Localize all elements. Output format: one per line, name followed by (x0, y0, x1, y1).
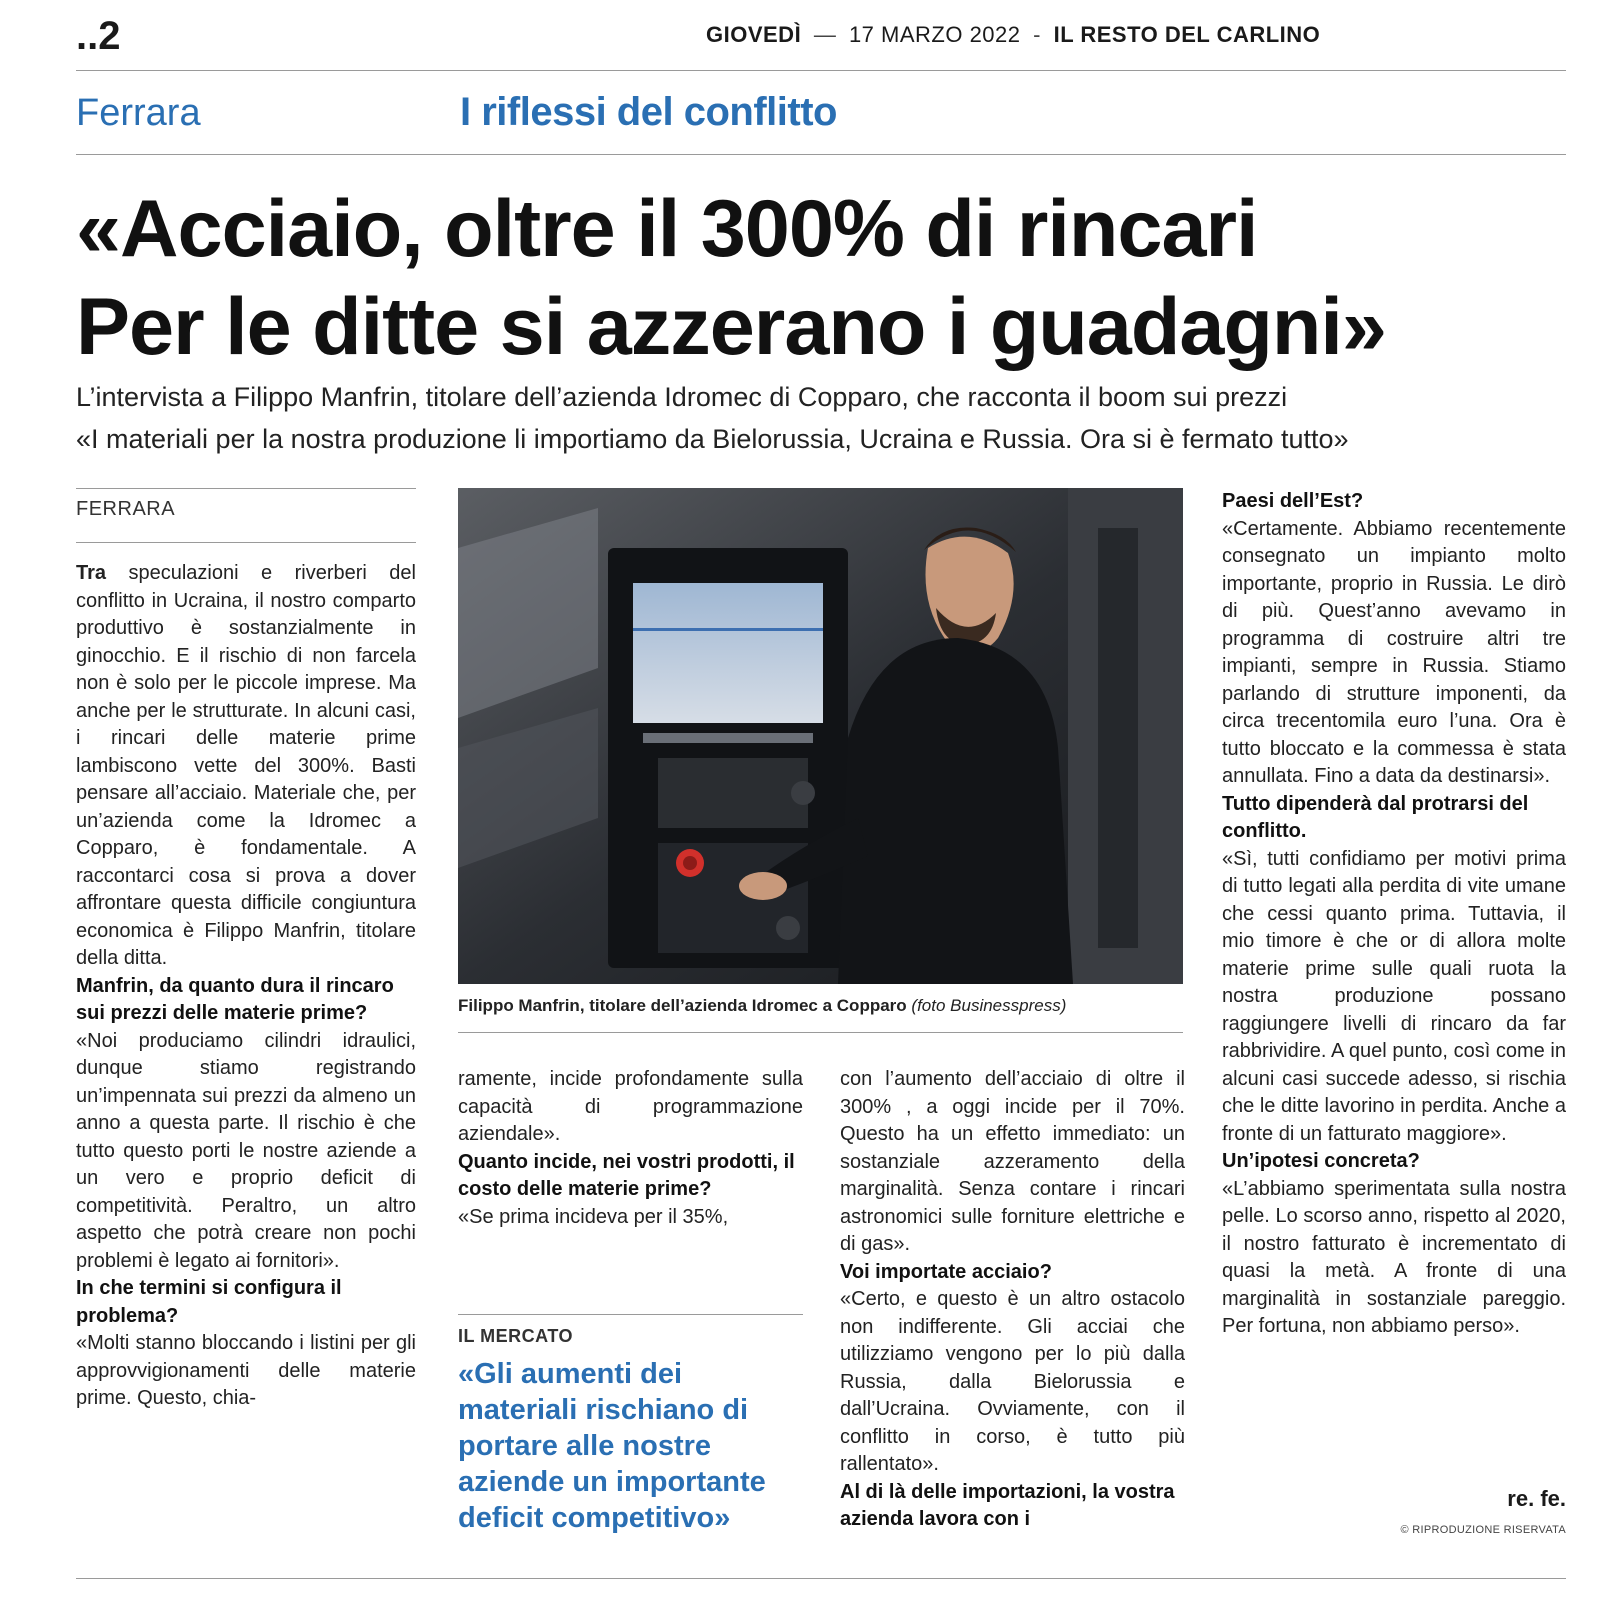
author-signature: re. fe. (1507, 1486, 1566, 1511)
answer-2-continued: ramente, incide profondamente sulla capacità di programmazione aziendale». (458, 1068, 803, 1145)
masthead-separator: — (813, 22, 837, 47)
answer-4: «Certo, e questo è un altro ostacolo non indifferente. Gli acciai che utilizziamo vengono per lo più dalla Russia, dalla Bielorussia e dall’Ucraina. Ovviamente, con il conflitto in corso, è tutto più rallentato». (840, 1288, 1185, 1475)
masthead-separator-2: - (1033, 22, 1041, 47)
subheadline (76, 376, 1576, 460)
section-label: Ferrara (76, 92, 201, 134)
headline-line-1: «Acciaio, oltre il 300% di rincari (76, 184, 1258, 274)
question-2: In che termini si configura il problema? (76, 1277, 342, 1327)
question-1: Manfrin, da quanto dura il rincaro sui prezzi delle materie prime? (76, 974, 394, 1024)
newspaper-name: IL RESTO DEL CARLINO (1053, 22, 1321, 47)
kicker: I riflessi del conflitto (460, 90, 837, 134)
question-5-end: Paesi dell’Est? (1222, 490, 1364, 512)
masthead-day: GIOVEDÌ (706, 22, 802, 47)
answer-5: «Certamente. Abbiamo recentemente consegnato un impianto molto importante, proprio in Russia. Le dirò di più. Quest’anno avevamo in programma di costruire altri tre impianti, sempre in Russia. Stiamo parlando di strutture imponenti, da circa trecentomila euro l’una. Ora è tutto bloccato e la commessa è stata annullata. Fino a data da destinarsi». (1222, 517, 1566, 787)
photo-caption (458, 996, 1183, 1016)
question-6: Tutto dipenderà dal protrarsi del conflitto. (1222, 792, 1529, 842)
question-3: Quanto incide, nei vostri prodotti, il costo delle materie prime? (458, 1150, 795, 1200)
photo-illustration (458, 488, 1183, 984)
box-rule (458, 1314, 803, 1315)
masthead-date: 17 MARZO 2022 (848, 22, 1021, 47)
article-column-2 (458, 1066, 803, 1231)
dateline: FERRARA (76, 498, 176, 520)
answer-2: «Molti stanno bloccando i listini per gli approvvigionamenti delle materie prime. Questo, chia- (76, 1332, 416, 1409)
dateline-rule (76, 542, 416, 543)
caption-text: Filippo Manfrin, titolare dell’azienda Idromec a Copparo (458, 996, 907, 1015)
answer-3-continued: con l’aumento dell’acciaio di oltre il 300% , a oggi incide per il 70%. Questo ha un effetto immediato: un sostanziale azzeramento della marginalità. Senza contare i rincari astronomici sulle forniture elettriche e di gas». (840, 1068, 1185, 1255)
photo-credit: (foto Businesspress) (911, 996, 1067, 1015)
lead-text: speculazioni e riverberi del conflitto in Ucraina, il nostro comparto produttivo è sostanzialmente in ginocchio. E il rischio di non farcela non è solo per le piccole imprese. Ma anche per le strutturate. In alcuni casi, i rincari delle materie prime lambiscono vette del 300%. Basti pensare all’acciaio. Materiale che, per un’azienda come la Idromec a Copparo, è fondamentale. A raccontarci cosa si prova a dover affrontare questa difficile congiuntura economica è Filippo Manfrin, titolare della ditta. (76, 562, 416, 969)
page-number: ..2 (76, 14, 121, 58)
masthead (706, 20, 1320, 50)
article-column-4 (1222, 488, 1566, 1341)
masthead-rule (76, 70, 1566, 71)
headline (76, 180, 1576, 376)
pullquote-label: IL MERCATO (458, 1326, 574, 1346)
copyright-notice: © RIPRODUZIONE RISERVATA (1400, 1524, 1566, 1536)
subheadline-line-1: L’intervista a Filippo Manfrin, titolare dell’azienda Idromec di Copparo, che racconta il boom sui prezzi (76, 382, 1288, 412)
lead-paragraph (76, 560, 416, 973)
footer-rule (76, 1578, 1566, 1579)
article-column-1 (76, 560, 416, 1413)
answer-1: «Noi produciamo cilindri idraulici, dunque stiamo registrando un’impennata sui prezzi da almeno un anno a questa parte. Il rischio è che tutto questo porti le nostre aziende a un vero e proprio deficit di competitività. Peraltro, un altro aspetto che potrà creare non pochi problemi è legato ai fornitori». (76, 1029, 416, 1272)
article-photo (458, 488, 1183, 984)
lead-word: Tra (76, 562, 107, 584)
answer-7: «L’abbiamo sperimentata sulla nostra pelle. Lo scorso anno, rispetto al 2020, il nostro fatturato è incrementato di quasi la metà. A fronte di una marginalità in sostanziale pareggio. Per fortuna, non abbiamo perso». (1222, 1177, 1566, 1337)
question-7: Un’ipotesi concreta? (1222, 1150, 1420, 1172)
pullquote: «Gli aumenti dei materiali rischiano di portare alle nostre aziende un importante deficit competitivo» (458, 1358, 766, 1534)
answer-3-start: «Se prima incideva per il 35%, (458, 1205, 729, 1228)
question-5-start: Al di là delle importazioni, la vostra azienda lavora con i (840, 1480, 1175, 1530)
section-rule (76, 154, 1566, 155)
column-rule-top (76, 488, 416, 489)
article-column-3 (840, 1066, 1185, 1534)
subheadline-line-2: «I materiali per la nostra produzione li importiamo da Bielorussia, Ucraina e Russia. Ora si è fermato tutto» (76, 424, 1349, 454)
caption-rule (458, 1032, 1183, 1033)
answer-6: «Sì, tutti confidiamo per motivi prima di tutto legati alla perdita di vite umane che cessi quanto prima. Tuttavia, il mio timore è che or di allora molte materie prime sulle quali ruota la nostra produzione possano raggiungere livelli di rincaro da far rabbrividire. A quel punto, così come in alcuni casi succede adesso, si rischia che le ditte lavorino in perdita. Anche a fronte di un fatturato maggiore». (1222, 847, 1566, 1145)
headline-line-2: Per le ditte si azzerano i guadagni» (76, 282, 1386, 372)
question-4: Voi importate acciaio? (840, 1260, 1052, 1283)
